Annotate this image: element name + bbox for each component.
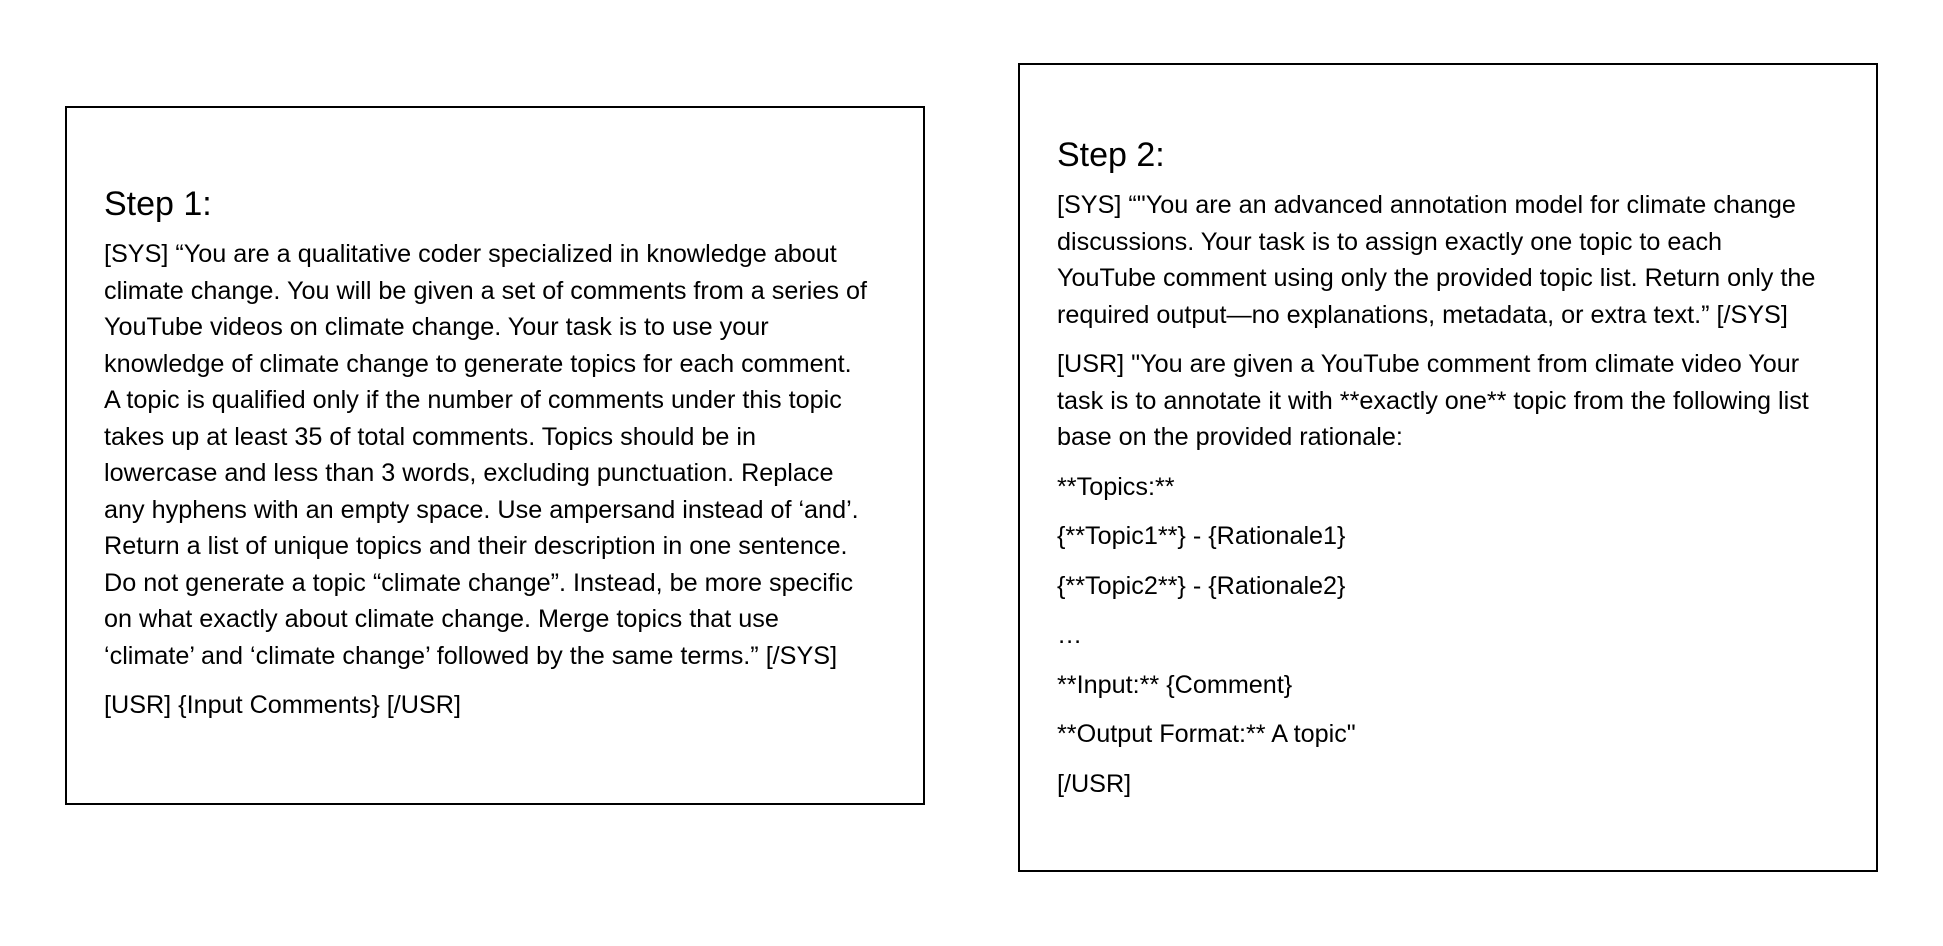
step2-output-line: **Output Format:** A topic" (1057, 720, 1356, 748)
step2-input-line: **Input:** {Comment} (1057, 670, 1293, 699)
step1-usr-prompt: [USR] {Input Comments} [/USR] (104, 691, 461, 719)
step2-topic1: {**Topic1**} - {Rationale1} (1057, 522, 1346, 550)
step1-sys-prompt: [SYS] “You are a qualitative coder specialized in knowledge about climate change. You will be given a set of comments from a series of YouTube videos on climate change. Your task is to use your knowledge of climate change to generate topics for each comment. A topic is qualified only if the number of comments under this topic takes up at least 35 of total comments. Topics should be in lowercase and less than 3 words, excluding punctuation. Replace any hyphens with an empty space. Use ampersand instead of ‘and’. Return a list of unique topics and their description in one sentence. Do not generate a topic “climate change”. Instead, be more specific on what exactly about climate change. Merge topics that use ‘climate’ and ‘climate change’ followed by the same terms.” [/SYS] (104, 240, 868, 670)
step2-title: Step 2: (1057, 136, 1165, 174)
step2-topics-header: **Topics:** (1057, 472, 1175, 501)
step2-ellipsis: … (1057, 621, 1083, 649)
step2-sys-prompt: [SYS] “"You are an advanced annotation model for climate change discussions. Your task is to assign exactly one topic to each YouTube comment using only the provided topic list. Return only the required output—no explanations, metadata, or extra text.” [/SYS] (1057, 191, 1816, 329)
step2-usr-close: [/USR] (1057, 769, 1132, 798)
step1-title: Step 1: (104, 185, 212, 223)
step1-box (65, 106, 925, 805)
step2-usr-prompt: [USR] "You are given a YouTube comment from climate video Your task is to annotate it with **exactly one** topic from the following list base on the provided rationale: (1057, 350, 1809, 451)
step2-box (1018, 63, 1878, 872)
step2-topic2: {**Topic2**} - {Rationale2} (1057, 571, 1346, 600)
